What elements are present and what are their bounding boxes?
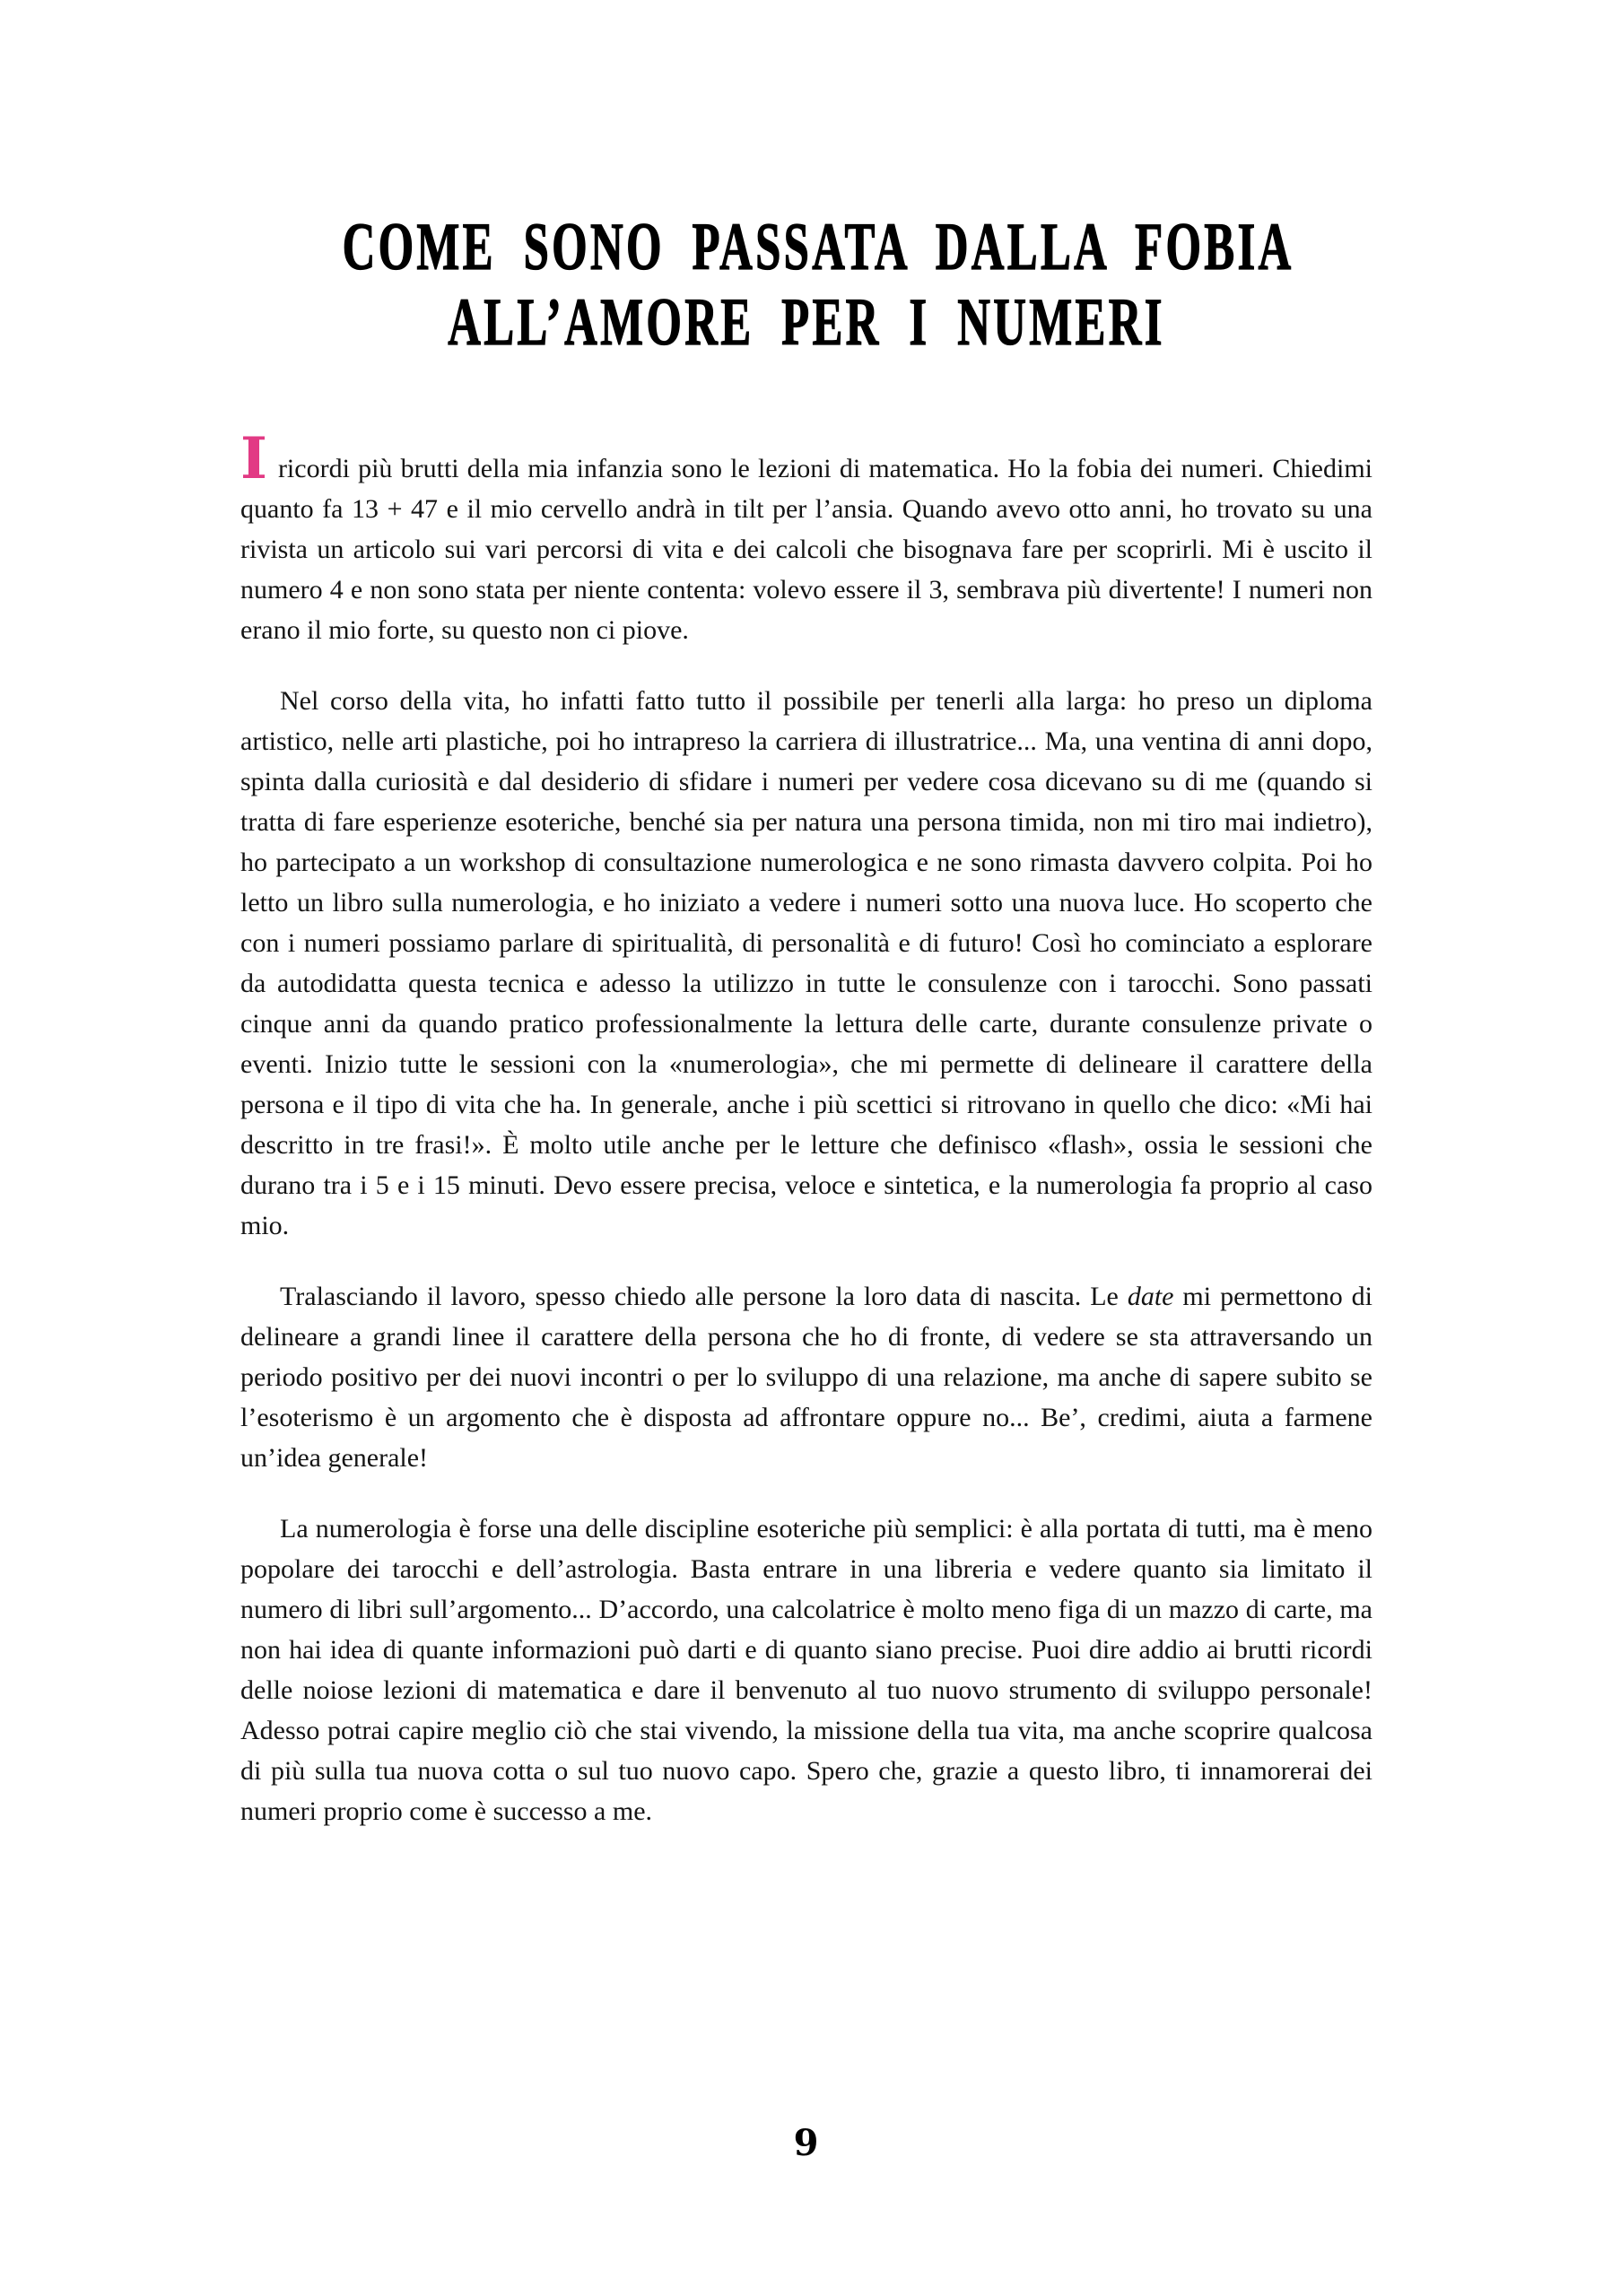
page-number: 9 — [793, 2122, 820, 2164]
page-body — [240, 425, 1372, 1831]
paragraph-2: Nel corso della vita, ho infatti fatto tutto il possibile per tenerli alla larga: ho preso un diploma artistico, nelle arti plastiche, poi ho intrapreso la carriera di illustratrice... Ma, una ventina di anni dopo, spinta dalla curiosità e dal desiderio di sfidare i numeri per vedere cosa dicevano su di me (quando si tratta di fare esperienze esoteriche, benché sia per natura una persona timida, non mi tiro mai indietro), ho partecipato a un workshop di consultazione numerologica e ne sono rimasta davvero colpita. Poi ho letto un libro sulla numerologia, e ho iniziato a vedere i numeri sotto una nuova luce. Ho scoperto che con i numeri possiamo parlare di spiritualità, di personalità e di futuro! Così ho cominciato a esplorare da autodidatta questa tecnica e adesso la utilizzo in tutte le consulenze con i tarocchi. Sono passati cinque anni da quando pratico professionalmente la lettura delle carte, durante consulenze private o eventi. Inizio tutte le sessioni con la «numerologia», che mi permette di delineare il carattere della persona e il tipo di vita che ha. In generale, anche i più scettici si ritrovano in quello che dico: «Mi hai descritto in tre frasi!». È molto utile anche per le letture che definisco «flash», ossia le sessioni che durano tra i 5 e i 15 minuti. Devo essere precisa, veloce e sintetica, e la numerologia fa proprio al caso mio. — [240, 686, 1372, 1240]
paragraph-3-italic-word: date — [1127, 1282, 1174, 1311]
paragraph-1 — [240, 425, 1372, 650]
chapter-title-line-2: ALL’AMORE PER I NUMERI — [448, 285, 1165, 361]
chapter-title — [240, 204, 1372, 361]
dropcap-initial: I — [240, 425, 267, 492]
paragraph-1-text: ricordi più brutti della mia infanzia sono le lezioni di matematica. Ho la fobia dei numeri. Chiedimi quanto fa 13 + 47 e il mio cervello andrà in tilt per l’ansia. Quando avevo otto anni, ho trovato su una rivista un articolo sui vari percorsi di vita e dei calcoli che bisognava fare per scoprirli. Mi è uscito il numero 4 e non sono stata per niente contenta: volevo essere il 3, sembrava più divertente! I numeri non erano il mio forte, su questo non ci piove. — [240, 454, 1372, 645]
paragraph-3 — [240, 1276, 1372, 1478]
paragraph-3-text-after: mi permettono di delineare a grandi linee il carattere della persona che ho di fronte, di vedere se sta attraversando un periodo positivo per dei nuovi incontri o per lo sviluppo di una relazione, ma anche di sapere subito se l’esoterismo è un argomento che è disposta ad affrontare oppure no... Be’, credimi, aiuta a farmene un’idea generale! — [240, 1282, 1372, 1473]
paragraph-4: La numerologia è forse una delle discipline esoteriche più semplici: è alla portata di tutti, ma è meno popolare dei tarocchi e dell’astrologia. Basta entrare in una libreria e vedere quanto sia limitato il numero di libri sull’argomento... D’accordo, una calcolatrice è molto meno figa di un mazzo di carte, ma non hai idea di quante informazioni può darti e di quanto siano precise. Puoi dire addio ai brutti ricordi delle noiose lezioni di matematica e dare il benvenuto al tuo nuovo strumento di sviluppo personale! Adesso potrai capire meglio ciò che stai vivendo, la missione della tua vita, ma anche scoprire qualcosa di più sulla tua nuova cotta o sul tuo nuovo capo. Spero che, grazie a questo libro, ti innamorerai dei numeri proprio come è successo a me. — [240, 1514, 1372, 1826]
paragraph-3-text-before: Tralasciando il lavoro, spesso chiedo alle persone la loro data di nascita. Le — [280, 1282, 1128, 1311]
chapter-title-line-1: COME SONO PASSATA DALLA FOBIA — [342, 210, 1294, 285]
